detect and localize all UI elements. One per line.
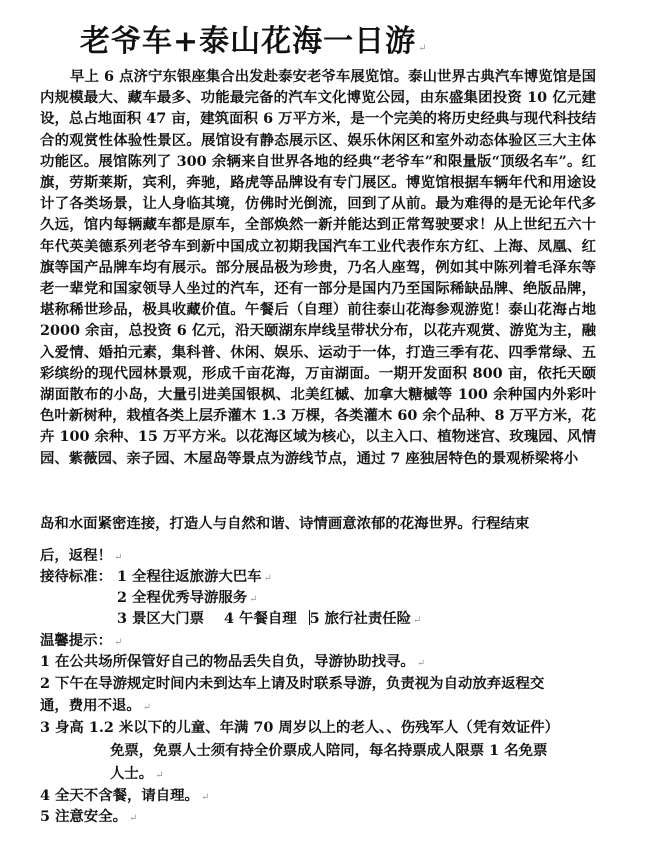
standard-item: 3 景区大门票	[117, 610, 204, 627]
standard-item: 4 午餐自理	[224, 610, 297, 627]
tip-line: 1 在公共场所保管好自己的物品丢失自负，导游协助找寻。 ↵	[40, 653, 426, 670]
paragraph-mark-icon: ↵	[413, 615, 422, 626]
paragraph-mark-icon: ↵	[200, 792, 210, 803]
document-title: 老爷车+泰山花海一日游 ↵	[80, 24, 428, 59]
paragraph-mark-icon: ↵	[128, 813, 138, 824]
paragraph-mark-icon: ↵	[113, 552, 123, 563]
standards-line-3	[117, 609, 421, 631]
paragraph-end-line-2: 后，返程！ ↵	[40, 547, 123, 564]
itinerary-paragraph: 早上 6 点济宁东银座集合出发赴泰安老爷车展览馆。泰山世界古典汽车博览馆是国内规模最大、藏车最多、功能最完备的汽车文化博览公园，由东盛集团投资 10 亿元建设，总占地面积 47 亩，建筑面积 6 万平方米，是一个完美的将历史经典与现代科技结合的观赏性体验性景区。展馆设有静态展示区、娱乐休闲区和室外动态体验区三大主体功能区。展馆陈列了 300 余辆来自世界各地的经典“老爷车”和限量版“顶级名车”。红旗，劳斯莱斯，宾利，奔驰，路虎等品牌设有专门展区。博览馆根据车辆年代和用途设计了各类场景，让人身临其境，仿佛时光倒流，回到了从前。最为难得的是无论年代多久远，馆内每辆藏车都是原车，全部焕然一新并能达到正常驾驶要求！从上世纪五六十年代英美德系列老爷车到新中国成立初期我国汽车工业代表作东方红、上海、凤凰、红旗等国产品牌车均有展示。部分展品极为珍贵，乃名人座驾，例如其中陈列着毛泽东等老一辈党和国家领导人坐过的汽车，还有一部分是国内乃至国际稀缺品牌、绝版品牌，堪称稀世珍品，极具收藏价值。午餐后（自理）前往泰山花海参观游览！泰山花海占地 2000 余亩，总投资 6 亿元，沿天颐湖东岸线呈带状分布，以花卉观赏、游览为主，融入爱情、婚拍元素，集科普、休闲、娱乐、运动于一体，打造三季有花、四季常绿、五彩缤纷的现代园林景观，形成千亩花海，万亩湖面。一期开发面积 800 亩，依托天颐湖面散布的小岛，大量引进美国银枫、北美红槭、加拿大糖槭等 100 余种国内外彩叶色叶新树种，栽植各类上层乔灌木 1.3 万棵，各类灌木 60 余个品种、8 万平方米，花卉 100 余种、15 万平方米。以花海区域为核心，以主入口、植物迷宫、玫瑰园、风情园、紫薇园、亲子园、木屋岛等景点为游线节点，通过 7 座独居特色的景观桥梁将小	[40, 68, 596, 467]
tip-line: 4 全天不含餐，请自理。 ↵	[40, 787, 210, 804]
paragraph-mark-icon: ↵	[142, 702, 152, 713]
paragraph-mark-icon: ↵	[155, 770, 164, 781]
standard-item: 5 旅行社责任险	[309, 610, 411, 627]
paragraph-mark-icon: ↵	[263, 573, 272, 584]
paragraph-mark-icon: ↵	[418, 43, 428, 54]
standards-line-2	[117, 588, 258, 610]
standard-item: 1 全程往返旅游大巴车	[116, 568, 262, 585]
standard-item: 2 全程优秀导游服务	[117, 589, 248, 606]
paragraph-mark-icon: ↵	[249, 594, 258, 605]
tip-line: 通，费用不退。 ↵	[40, 697, 152, 714]
tip-line: 5 注意安全。 ↵	[40, 808, 138, 825]
tip-line: 免票，免票人士须有持全价票成人陪同，每名持票成人限票 1 名免票	[110, 742, 548, 759]
paragraph-end-line: 岛和水面紧密连接，打造人与自然和谐、诗情画意浓郁的花海世界。行程结束	[40, 515, 530, 532]
paragraph-mark-icon: ↵	[416, 658, 426, 669]
tips-label: 温馨提示： ↵	[40, 632, 123, 649]
paragraph-mark-icon: ↵	[113, 637, 123, 648]
tip-line: 人士。 ↵	[110, 765, 164, 782]
standards-label: 接待标准：	[40, 568, 112, 585]
tip-line: 3 身高 1.2 米以下的儿童、年满 70 周岁以上的老人、、伤残军人（凭有效证件）	[40, 719, 560, 736]
tip-line: 2 下午在导游规定时间内未到达车上请及时联系导游，负责视为自动放弃返程交	[40, 675, 545, 692]
standards-line-1	[40, 567, 272, 589]
